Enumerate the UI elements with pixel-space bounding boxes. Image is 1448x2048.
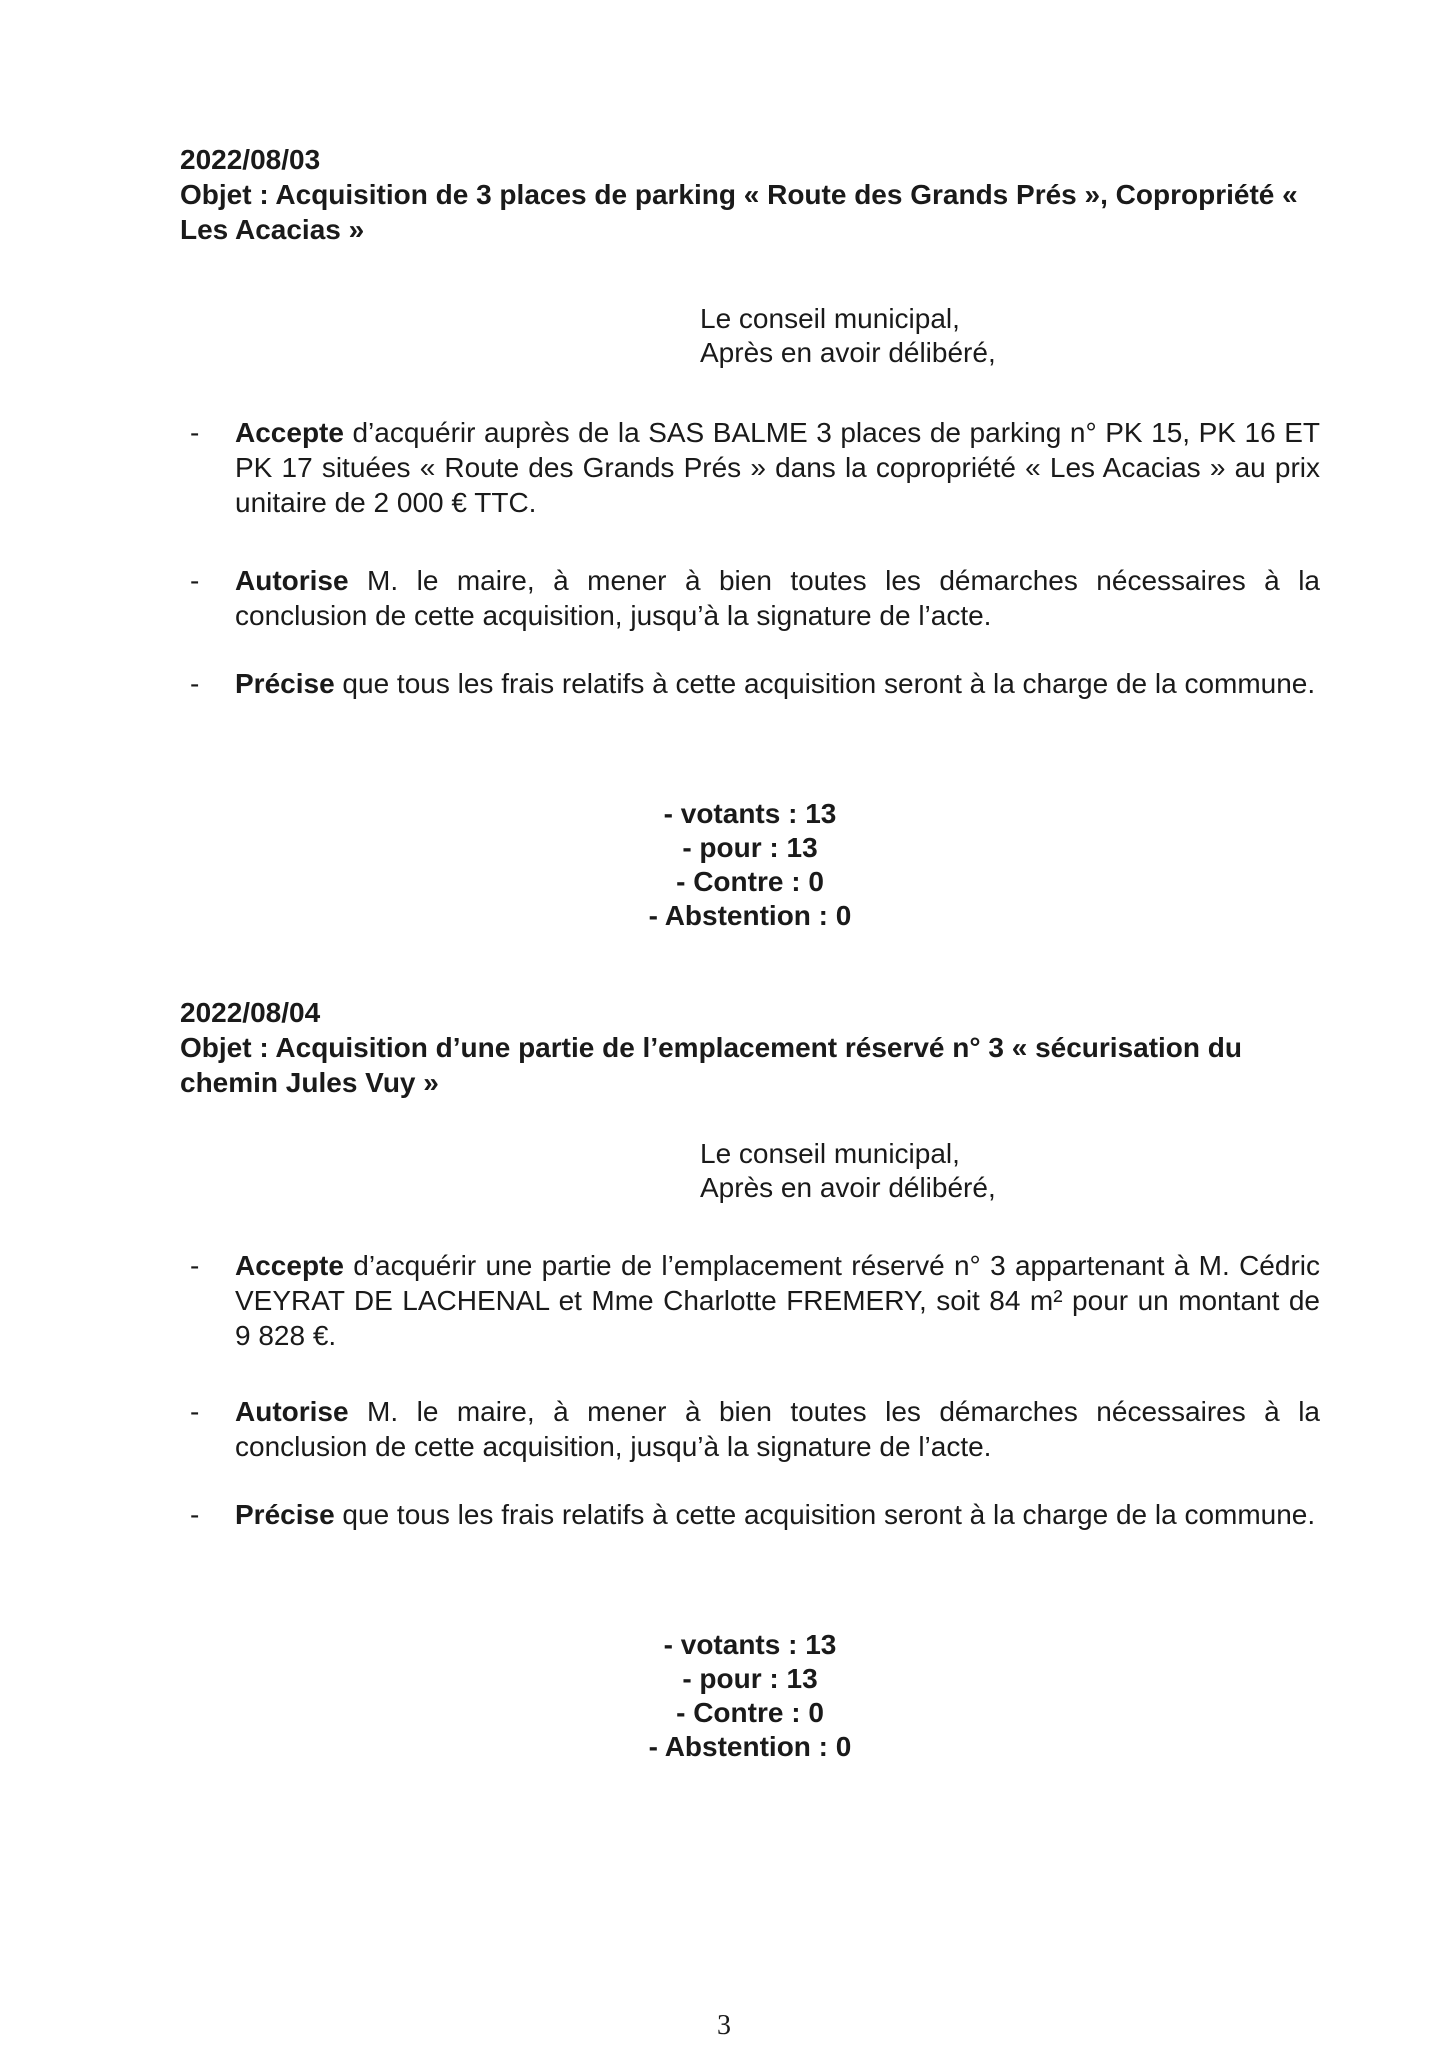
decision-verb: Précise: [235, 668, 335, 699]
decision-verb: Accepte: [235, 417, 344, 448]
list-dash: -: [190, 565, 200, 596]
vote-results: [560, 1628, 940, 1764]
page-number: 3: [717, 2010, 731, 2041]
deliberation-subject: Objet : Acquisition de 3 places de parking « Route des Grands Prés », Copropriété « Les Acacias »: [180, 179, 1298, 245]
vote-results: [560, 797, 940, 933]
decision-item: [190, 415, 1320, 520]
vote-line: - pour : 13: [682, 1663, 818, 1694]
deliberation-reference: 2022/08/03: [180, 144, 321, 175]
vote-line: - pour : 13: [682, 832, 818, 863]
deliberation-subject: Objet : Acquisition d’une partie de l’emplacement réservé n° 3 « sécurisation du chemin Jules Vuy »: [180, 1032, 1243, 1098]
decision-verb: Accepte: [235, 1250, 344, 1281]
preamble-line: Après en avoir délibéré,: [700, 1172, 996, 1203]
section-header: [180, 996, 1325, 1100]
vote-line: - Abstention : 0: [648, 900, 852, 931]
decision-item: [190, 1248, 1320, 1353]
preamble: [700, 1137, 996, 1205]
vote-line: - Contre : 0: [676, 1697, 824, 1728]
decision-text: M. le maire, à mener à bien toutes les démarches nécessaires à la conclusion de cette acquisition, jusqu’à la signature de l’acte.: [235, 565, 1320, 631]
decision-item: [190, 666, 1320, 701]
list-dash: -: [190, 1499, 200, 1530]
decision-verb: Autorise: [235, 565, 349, 596]
preamble-line: Le conseil municipal,: [700, 303, 960, 334]
preamble: [700, 302, 996, 370]
list-dash: -: [190, 1250, 200, 1281]
decision-text: d’acquérir une partie de l’emplacement réservé n° 3 appartenant à M. Cédric VEYRAT DE LACHENAL et Mme Charlotte FREMERY, soit 84 m² pour un montant de 9 828 €.: [235, 1250, 1320, 1351]
list-dash: -: [190, 417, 200, 448]
decision-item: [190, 1497, 1320, 1532]
preamble-line: Après en avoir délibéré,: [700, 337, 996, 368]
vote-line: - votants : 13: [663, 1629, 837, 1660]
deliberation-reference: 2022/08/04: [180, 997, 321, 1028]
vote-line: - votants : 13: [663, 798, 837, 829]
vote-line: - Abstention : 0: [648, 1731, 852, 1762]
decision-verb: Précise: [235, 1499, 335, 1530]
section-header: [180, 143, 1325, 247]
list-dash: -: [190, 668, 200, 699]
decision-text: d’acquérir auprès de la SAS BALME 3 places de parking n° PK 15, PK 16 ET PK 17 situées « Route des Grands Prés » dans la copropriété « Les Acacias » au prix unitaire de 2 000 € TTC.: [235, 417, 1320, 518]
vote-line: - Contre : 0: [676, 866, 824, 897]
list-dash: -: [190, 1396, 200, 1427]
decision-item: [190, 563, 1320, 633]
decision-text: que tous les frais relatifs à cette acquisition seront à la charge de la commune.: [334, 1499, 1316, 1530]
preamble-line: Le conseil municipal,: [700, 1138, 960, 1169]
decision-text: M. le maire, à mener à bien toutes les démarches nécessaires à la conclusion de cette acquisition, jusqu’à la signature de l’acte.: [235, 1396, 1320, 1462]
decision-verb: Autorise: [235, 1396, 349, 1427]
decision-item: [190, 1394, 1320, 1464]
decision-text: que tous les frais relatifs à cette acquisition seront à la charge de la commune.: [334, 668, 1316, 699]
